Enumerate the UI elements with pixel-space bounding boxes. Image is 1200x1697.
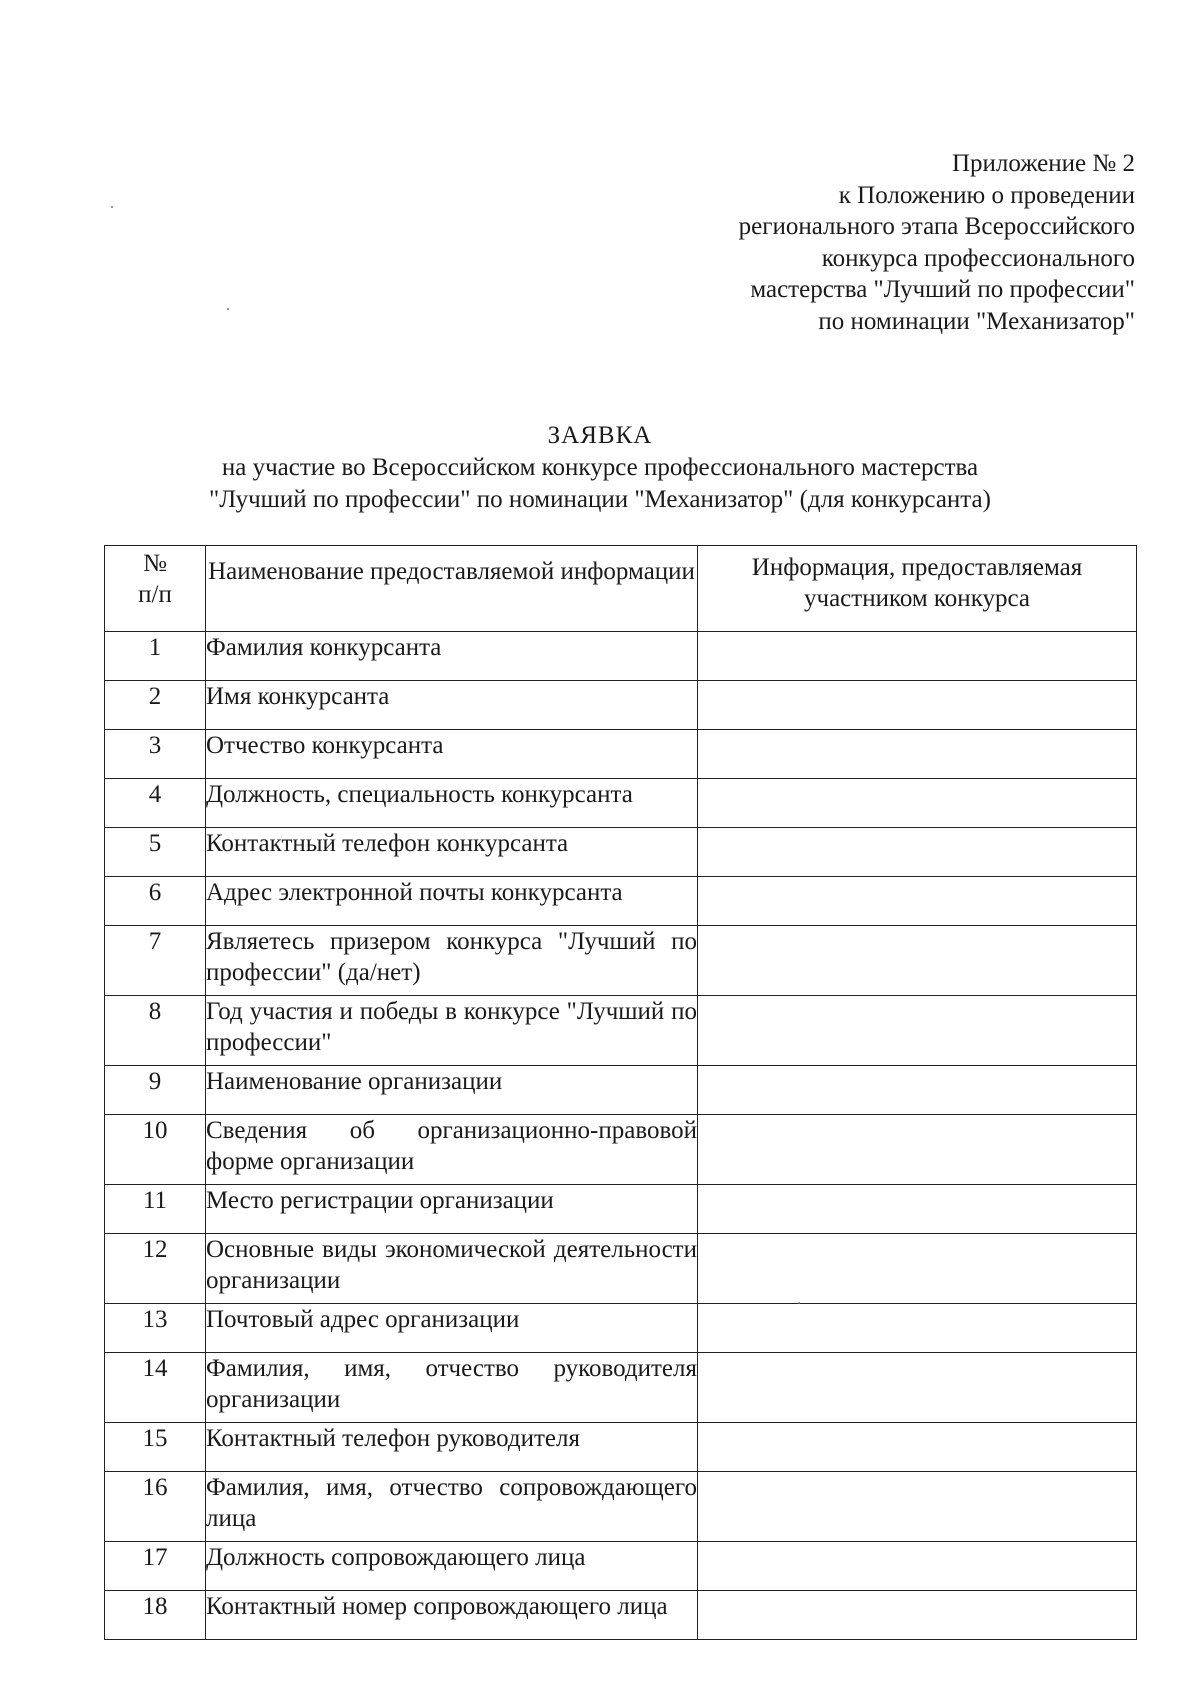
table-row [105,1542,1137,1591]
row-number: 14 [105,1353,206,1423]
appendix-note [575,148,1135,338]
row-label: Контактный номер сопровождающего лица [206,1591,698,1640]
table-header-row [105,546,1137,632]
row-value-field[interactable] [698,877,1137,926]
row-value-field[interactable] [698,1234,1137,1304]
row-label: Отчество конкурсанта [206,730,698,779]
row-value-field[interactable] [698,1185,1137,1234]
table-row [105,1353,1137,1423]
table-row [105,1234,1137,1304]
row-label: Почтовый адрес организации [206,1304,698,1353]
row-value-field[interactable] [698,632,1137,681]
row-label: Фамилия конкурсанта [206,632,698,681]
header-name: Наименование предоставляемой информации [206,546,698,632]
document-title [0,420,1200,516]
appendix-line: мастерства "Лучший по профессии" [750,276,1135,304]
row-value-field[interactable] [698,926,1137,996]
row-label: Основные виды экономической деятельности организации [206,1234,698,1304]
table-row [105,1185,1137,1234]
row-value-field[interactable] [698,1542,1137,1591]
row-number: 17 [105,1542,206,1591]
row-value-field[interactable] [698,681,1137,730]
row-value-field[interactable] [698,1353,1137,1423]
appendix-line: регионального этапа Всероссийского [738,213,1135,241]
row-value-field[interactable] [698,730,1137,779]
scan-speck [227,308,229,310]
header-info: Информация, предоставляемая участником конкурса [698,546,1137,632]
row-value-field[interactable] [698,779,1137,828]
row-label: Имя конкурсанта [206,681,698,730]
row-number: 18 [105,1591,206,1640]
row-value-field[interactable] [698,996,1137,1066]
row-number: 15 [105,1423,206,1472]
table-row [105,1115,1137,1185]
row-number: 6 [105,877,206,926]
table-row [105,1304,1137,1353]
row-label: Контактный телефон конкурсанта [206,828,698,877]
row-number: 16 [105,1472,206,1542]
row-number: 9 [105,1066,206,1115]
row-label: Контактный телефон руководителя [206,1423,698,1472]
table-row [105,828,1137,877]
row-number: 8 [105,996,206,1066]
appendix-line: Приложение № 2 [951,150,1135,177]
row-label: Являетесь призером конкурса "Лучший по профессии" (да/нет) [206,926,698,996]
row-label: Наименование организации [206,1066,698,1115]
table-row [105,1423,1137,1472]
row-value-field[interactable] [698,1423,1137,1472]
row-number: 11 [105,1185,206,1234]
title-line: "Лучший по профессии" по номинации "Механизатор" (для конкурсанта) [209,486,991,513]
row-value-field[interactable] [698,1591,1137,1640]
row-number: 5 [105,828,206,877]
table-row [105,1066,1137,1115]
row-value-field[interactable] [698,1066,1137,1115]
appendix-line: по номинации "Механизатор" [818,307,1135,335]
table-row [105,681,1137,730]
row-value-field[interactable] [698,1304,1137,1353]
row-value-field[interactable] [698,1115,1137,1185]
application-table [104,545,1137,1640]
row-value-field[interactable] [698,828,1137,877]
row-number: 1 [105,632,206,681]
title-line: на участие во Всероссийском конкурсе профессионального мастерства [221,454,979,481]
header-number-symbol: № [143,550,167,577]
header-number [105,546,206,632]
table-row [105,1591,1137,1640]
row-number: 3 [105,730,206,779]
table-row [105,632,1137,681]
row-number: 10 [105,1115,206,1185]
row-label: Фамилия, имя, отчество сопровождающего лица [206,1472,698,1542]
row-label: Адрес электронной почты конкурсанта [206,877,698,926]
row-label: Место регистрации организации [206,1185,698,1234]
row-label: Должность сопровождающего лица [206,1542,698,1591]
appendix-line: конкурса профессионального [821,244,1135,272]
row-value-field[interactable] [698,1472,1137,1542]
row-label: Сведения об организационно-правовой форме организации [206,1115,698,1185]
scan-speck [798,1302,800,1304]
appendix-line: к Положению о проведении [838,181,1135,209]
row-label: Год участия и победы в конкурсе "Лучший по профессии" [206,996,698,1066]
row-label: Должность, специальность конкурсанта [206,779,698,828]
row-number: 2 [105,681,206,730]
table-row [105,1472,1137,1542]
row-number: 7 [105,926,206,996]
row-number: 4 [105,779,206,828]
table-row [105,926,1137,996]
header-number-abbr: п/п [138,581,172,608]
title-heading: ЗАЯВКА [547,422,653,449]
row-label: Фамилия, имя, отчество руководителя организации [206,1353,698,1423]
table-row [105,779,1137,828]
scan-speck [111,206,113,208]
row-number: 12 [105,1234,206,1304]
table-row [105,877,1137,926]
table-row [105,730,1137,779]
table-row [105,996,1137,1066]
row-number: 13 [105,1304,206,1353]
